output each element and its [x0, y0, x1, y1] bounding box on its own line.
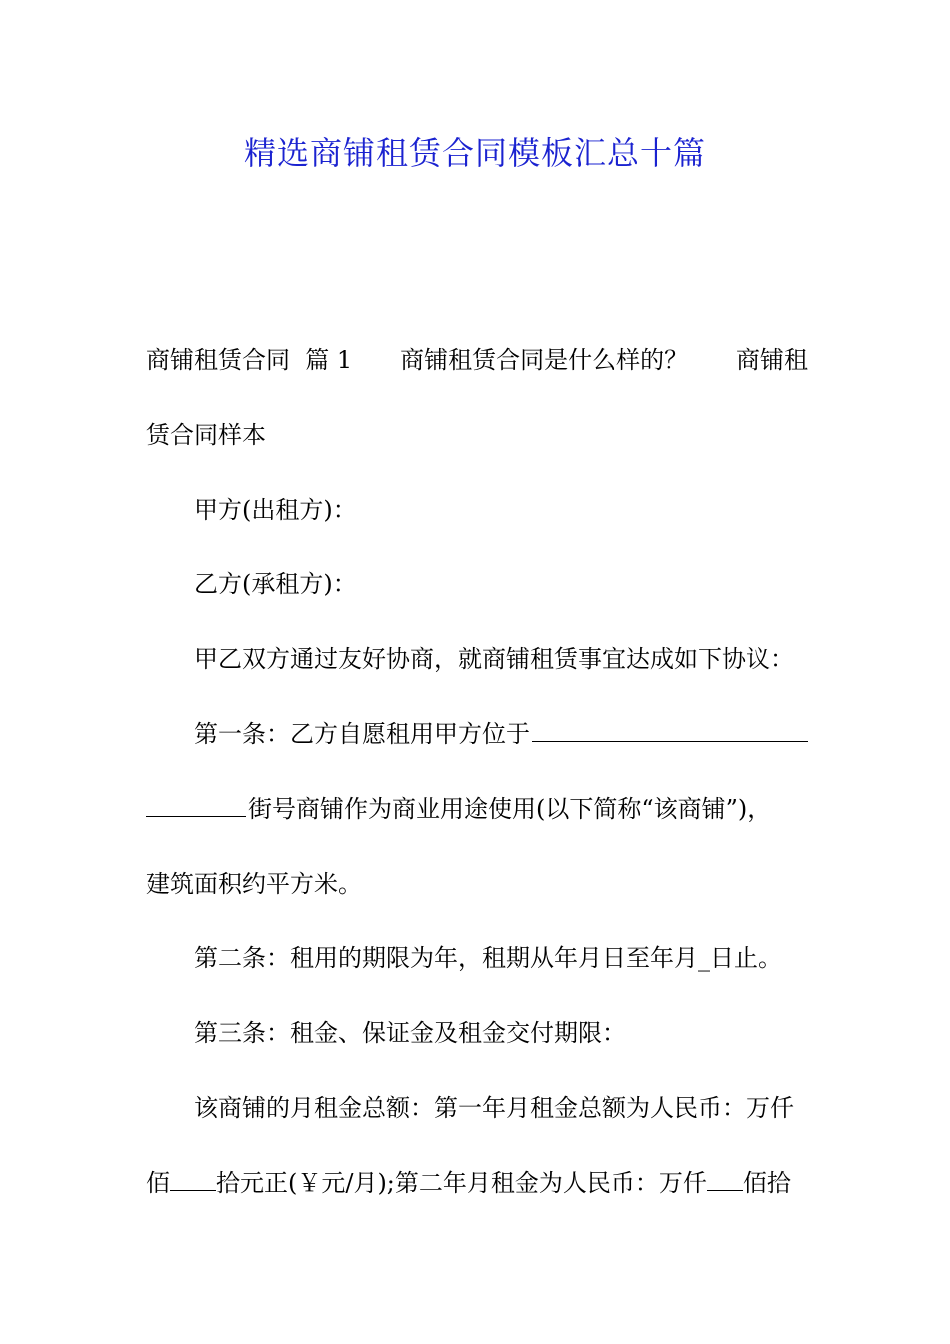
article-1-text-2: 街号商铺作为商业用途使用(以下简称“该商铺”)， — [248, 795, 772, 823]
rent-text-c: 佰拾 — [742, 1169, 791, 1197]
article-3: 第三条：租金、保证金及租金交付期限： — [194, 1019, 626, 1047]
header-part-1: 商铺租赁合同 篇 1 — [146, 346, 353, 374]
rent-line-1: 该商铺的月租金总额：第一年月租金总额为人民币：万仟 — [194, 1094, 794, 1122]
rent-text-a: 佰 — [146, 1169, 170, 1197]
address-blank — [532, 719, 808, 742]
article-1-line-3: 建筑面积约平方米。 — [146, 870, 362, 898]
header-part-2: 商铺租赁合同是什么样的？ — [400, 346, 689, 374]
document-title: 精选商铺租赁合同模板汇总十篇 — [243, 134, 706, 172]
party-a-label: 甲方(出租方)： — [194, 496, 357, 524]
rent-text-b: 拾元正(￥元/月);第二年月租金为人民币：万仟 — [216, 1169, 707, 1197]
article-1-line-1 — [194, 719, 808, 749]
article-2: 第二条：租用的期限为年，租期从年月日至年月_日止。 — [194, 944, 782, 972]
rent-blank-1 — [170, 1168, 216, 1191]
intro-paragraph: 甲乙双方通过友好协商，就商铺租赁事宜达成如下协议： — [194, 645, 794, 673]
header-line-2: 赁合同样本 — [146, 421, 266, 449]
rent-line-2 — [146, 1168, 808, 1198]
article-1-prefix: 第一条：乙方自愿租用甲方位于 — [194, 720, 530, 748]
header-part-3: 商铺租 — [736, 346, 808, 374]
rent-blank-2 — [707, 1168, 743, 1191]
header-line — [146, 345, 808, 375]
street-blank — [146, 794, 246, 817]
party-b-label: 乙方(承租方)： — [194, 570, 357, 598]
article-1-line-2 — [146, 794, 808, 824]
